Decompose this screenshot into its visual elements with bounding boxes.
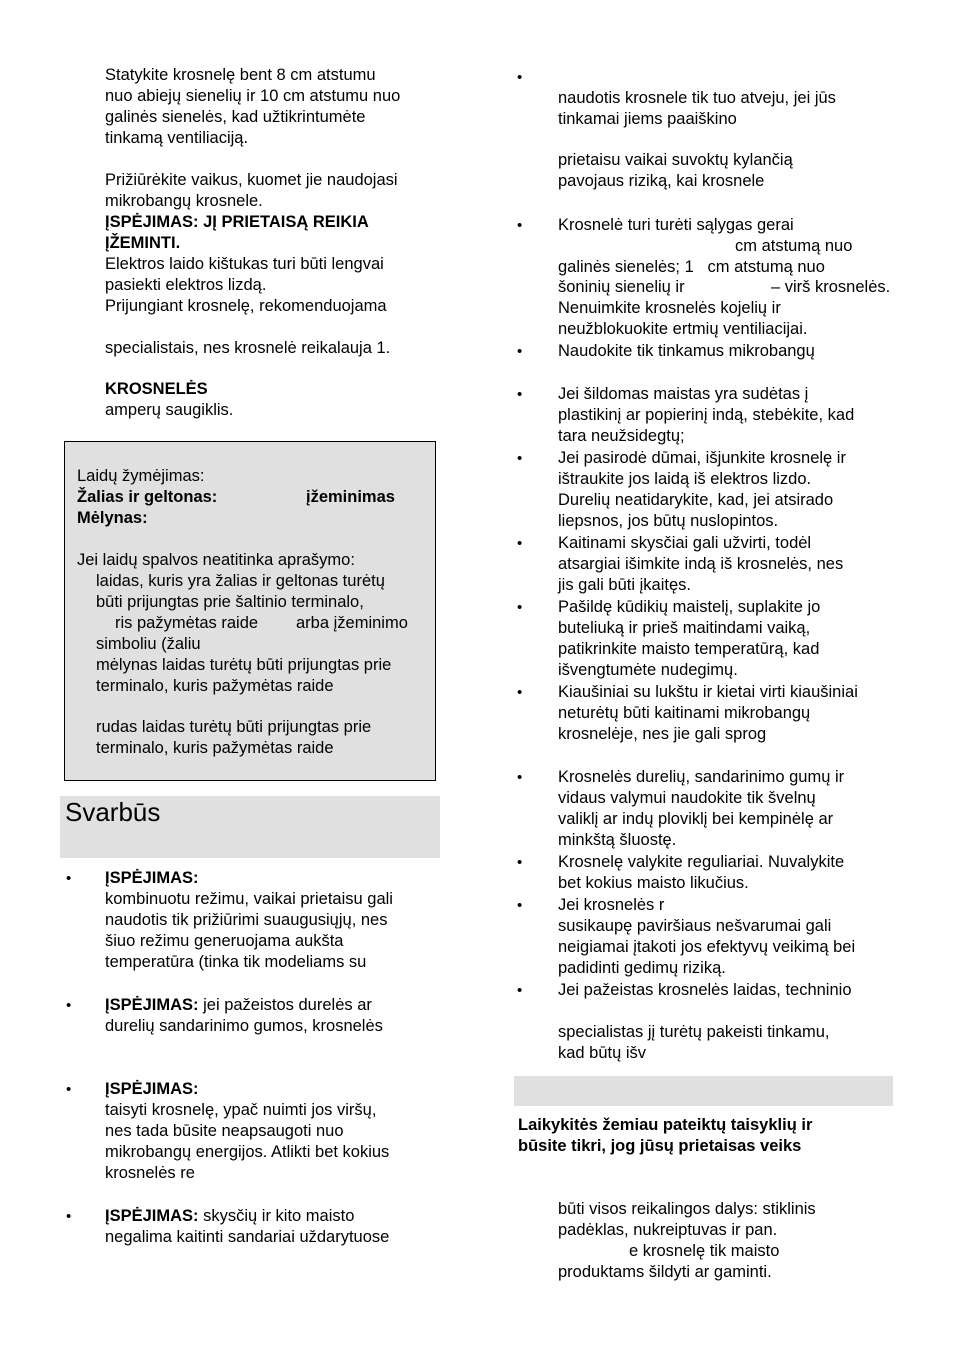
wiring-line: terminalo, kuris pažymėtas raide xyxy=(96,677,334,695)
bullet: • xyxy=(66,1081,72,1098)
wiring-line: laidas, kuris yra žalias ir geltonas turėtų xyxy=(96,572,385,590)
bullet: • xyxy=(66,997,72,1014)
bullet: • xyxy=(517,854,523,871)
right-line: Jei pažeistas krosnelės laidas, techninio xyxy=(558,981,852,999)
right-line: neturėtų būti kaitinami mikrobangų xyxy=(558,704,811,722)
warning-1-line: kombinuotu režimu, vaikai prietaisu gali xyxy=(105,890,393,908)
right-line: neigiamai įtakoti jos efektyvų veikimą bei xyxy=(558,938,856,956)
right-line: bet kokius maisto likučius. xyxy=(558,874,749,892)
bullet: • xyxy=(517,450,523,467)
section-title: Svarbūs xyxy=(65,797,161,827)
right-line: patikrinkite maisto temperatūrą, kad xyxy=(558,640,820,658)
bullet: • xyxy=(517,217,523,234)
right-line: Pašildę kūdikių maistelį, suplakite jo xyxy=(558,598,821,616)
warning-4-label: ĮSPĖJIMAS: xyxy=(105,1207,199,1225)
warning-2-line xyxy=(105,995,372,1016)
right-line: prietaisu vaikai suvoktų kylančią xyxy=(558,151,793,169)
para-children-1: Prižiūrėkite vaikus, kuomet jie naudojasi xyxy=(105,171,398,189)
right-line: padėklas, nukreiptuvas ir pan. xyxy=(558,1221,778,1239)
bullet: • xyxy=(517,684,523,701)
right-line: susikaupę paviršiaus nešvarumai gali xyxy=(558,917,832,935)
warning-1-line: temperatūra (tinka tik modeliams su xyxy=(105,953,367,971)
para-specialists: specialistais, nes krosnelė reikalauja 1. xyxy=(105,339,391,357)
right-line: Durelių neatidarykite, kad, jei atsirado xyxy=(558,491,834,509)
wiring-green-yellow-value: įžeminimas xyxy=(306,488,395,506)
para-plug-2: pasiekti elektros lizdą. xyxy=(105,276,267,294)
right-line: Jei pasirodė dūmai, išjunkite krosnelę ir xyxy=(558,449,846,467)
rules-intro: Laikykitės žemiau pateiktų taisyklių ir xyxy=(518,1116,813,1134)
wiring-title: Laidų žymėjimas: xyxy=(77,467,205,485)
right-line: Kaitinami skysčiai gali užvirti, todėl xyxy=(558,534,812,552)
right-line: e krosnelę tik maisto xyxy=(629,1242,780,1260)
para-children-2: mikrobangų krosnele. xyxy=(105,192,263,210)
warning-2-label: ĮSPĖJIMAS: xyxy=(105,996,199,1014)
para-plug-1: Elektros laido kištukas turi būti lengvai xyxy=(105,255,384,273)
right-line: cm atstumą nuo xyxy=(735,237,853,255)
right-line: liepsnos, jos būtų nuslopintos. xyxy=(558,512,779,530)
right-line: šoninių sienelių ir xyxy=(558,278,685,296)
wiring-line: simboliu (žaliu xyxy=(96,635,201,653)
para-distance-3: galinės sienelės, kad užtikrintumėte xyxy=(105,108,366,126)
bullet: • xyxy=(517,69,523,86)
wiring-line: terminalo, kuris pažymėtas raide xyxy=(96,739,334,757)
wiring-green-yellow: Žalias ir geltonas: xyxy=(77,488,218,506)
right-line: neužblokuokite ertmių ventiliacijai. xyxy=(558,320,808,338)
right-line: buteliuką ir prieš maitindami vaiką, xyxy=(558,619,811,637)
para-distance-1: Statykite krosnelę bent 8 cm atstumu xyxy=(105,66,376,84)
bullet: • xyxy=(517,599,523,616)
wiring-line: mėlynas laidas turėtų būti prijungtas prie xyxy=(96,656,392,674)
right-line: valiklį ar indų ploviklį bei kempinėlę ar xyxy=(558,810,834,828)
right-line: pavojaus riziką, kai krosnele xyxy=(558,172,765,190)
bullet: • xyxy=(517,386,523,403)
right-line: tara neužsidegtų; xyxy=(558,427,685,445)
right-line: Krosnelės durelių, sandarinimo gumų ir xyxy=(558,768,845,786)
warning-ground-2: ĮŽEMINTI. xyxy=(105,234,181,252)
warning-3-label: ĮSPĖJIMAS: xyxy=(105,1080,199,1098)
right-line: padidinti gedimų riziką. xyxy=(558,959,726,977)
right-heading-bar xyxy=(514,1076,893,1106)
warning-2-rest: jei pažeistos durelės ar xyxy=(198,996,372,1014)
warning-4-rest: skysčių ir kito maisto xyxy=(198,1207,355,1225)
bullet: • xyxy=(66,870,72,887)
warning-ground-1: ĮSPĖJIMAS: JĮ PRIETAISĄ REIKIA xyxy=(105,213,369,231)
rules-intro: būsite tikri, jog jūsų prietaisas veiks xyxy=(518,1137,802,1155)
bullet: • xyxy=(517,982,523,999)
bullet: • xyxy=(517,897,523,914)
wiring-line: būti prijungtas prie šaltinio terminalo, xyxy=(96,593,364,611)
right-line: Jei krosnelės r xyxy=(558,896,665,914)
right-line: naudotis krosnele tik tuo atveju, jei jūs xyxy=(558,89,836,107)
warning-1-line: šiuo režimu generuojama aukšta xyxy=(105,932,344,950)
warning-1-label: ĮSPĖJIMAS: xyxy=(105,869,199,887)
wiring-line: arba įžeminimo xyxy=(296,614,408,632)
right-line: atsargiai išimkite indą iš krosnelės, nes xyxy=(558,555,844,573)
warning-3-line: taisyti krosnelę, ypač nuimti jos viršų, xyxy=(105,1101,377,1119)
right-line: plastikinį ar popierinį indą, stebėkite, kad xyxy=(558,406,855,424)
wiring-line: ris pažymėtas raide xyxy=(115,614,259,632)
right-line: Kiaušiniai su lukštu ir kietai virti kiaušiniai xyxy=(558,683,858,701)
right-line: Jei šildomas maistas yra sudėtas į xyxy=(558,385,809,403)
right-line: kad būtų išv xyxy=(558,1044,647,1062)
right-line: galinės sienelės; 1 cm atstumą nuo xyxy=(558,258,825,276)
right-line: išvengtumėte nudegimų. xyxy=(558,661,738,679)
wiring-blue: Mėlynas: xyxy=(77,509,148,527)
warning-4-line xyxy=(105,1206,354,1227)
right-line: krosnelėje, nes jie gali sprog xyxy=(558,725,767,743)
warning-3-line: nes tada būsite neapsaugoti nuo xyxy=(105,1122,344,1140)
para-fuse: amperų saugiklis. xyxy=(105,401,234,419)
para-distance-2: nuo abiejų sienelių ir 10 cm atstumu nuo xyxy=(105,87,401,105)
right-line: būti visos reikalingos dalys: stiklinis xyxy=(558,1200,816,1218)
warning-4-line: negalima kaitinti sandariai uždarytuose xyxy=(105,1228,390,1246)
warning-3-line: krosnelės re xyxy=(105,1164,195,1182)
right-line: specialistas jį turėtų pakeisti tinkamu, xyxy=(558,1023,830,1041)
right-line: produktams šildyti ar gaminti. xyxy=(558,1263,772,1281)
para-distance-4: tinkamą ventiliaciją. xyxy=(105,129,249,147)
right-line: ištraukite jos laidą iš elektros lizdo. xyxy=(558,470,812,488)
bullet: • xyxy=(66,1208,72,1225)
para-krosneles: KROSNELĖS xyxy=(105,380,208,398)
bullet: • xyxy=(517,769,523,786)
wiring-mismatch: Jei laidų spalvos neatitinka aprašymo: xyxy=(77,551,355,569)
right-line: Nenuimkite krosnelės kojelių ir xyxy=(558,299,781,317)
right-line: – virš krosnelės. xyxy=(771,278,891,296)
bullet: • xyxy=(517,535,523,552)
wiring-line: rudas laidas turėtų būti prijungtas prie xyxy=(96,718,372,736)
warning-1-line: naudotis tik prižiūrimi suaugusiųjų, nes xyxy=(105,911,388,929)
para-plug-3: Prijungiant krosnelę, rekomenduojama xyxy=(105,297,387,315)
right-line: minkštą šluostę. xyxy=(558,831,677,849)
warning-3-line: mikrobangų energijos. Atlikti bet kokius xyxy=(105,1143,390,1161)
right-line: Krosnelę valykite reguliariai. Nuvalykite xyxy=(558,853,845,871)
right-line: tinkamai jiems paaiškino xyxy=(558,110,737,128)
warning-2-line: durelių sandarinimo gumos, krosnelės xyxy=(105,1017,383,1035)
right-line: Krosnelė turi turėti sąlygas gerai xyxy=(558,216,794,234)
right-line: Naudokite tik tinkamus mikrobangų xyxy=(558,342,815,360)
right-line: jis gali būti įkaitęs. xyxy=(558,576,691,594)
bullet: • xyxy=(517,343,523,360)
right-line: vidaus valymui naudokite tik švelnų xyxy=(558,789,816,807)
